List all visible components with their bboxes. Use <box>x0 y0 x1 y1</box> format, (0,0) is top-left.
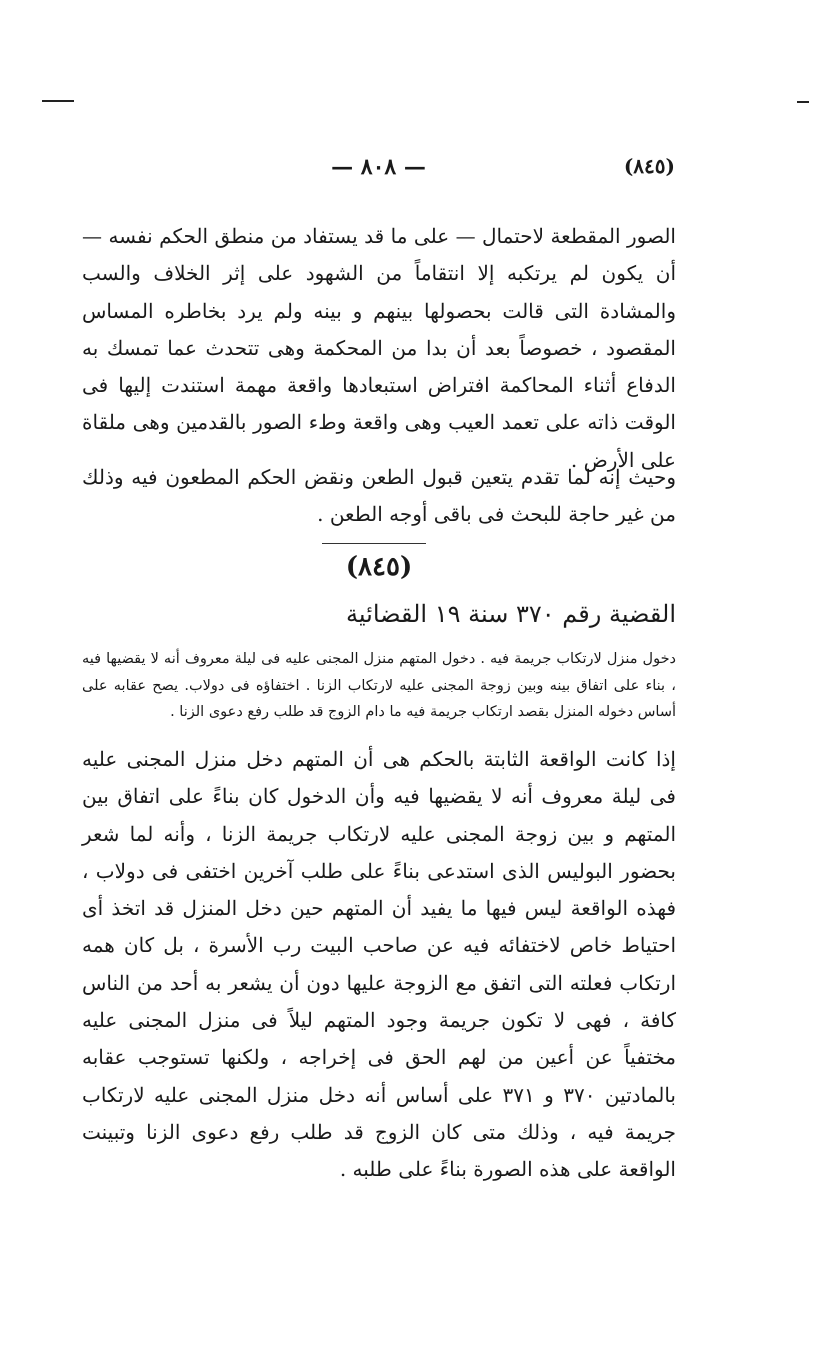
section-divider <box>322 543 426 544</box>
ruling-continuation-paragraph: الصور المقطعة لاحتمال — على ما قد يستفاد من منطق الحكم نفسه — أن يكون لم يرتكبه إلا انتقاماً من الشهود على إثر الخلاف والسب والمشادة التى قالت بحصولها بينهم و بينه ولم يرد بخاطره المساس المقصود ، خصوصاً بعد أن بدا من المحكمة وهى تتحدث عما تمسك به الدفاع أثناء المحاكمة افتراض استبعادها واقعة مهمة استندت إليها فى الوقت ذاته على تعمد العيب وهى واقعة وطء الصور بالقدمين وهى ملقاة على الأرض . <box>82 224 676 472</box>
right-edge-mark <box>797 101 809 103</box>
case-number: (٨٤٥) <box>345 552 413 582</box>
ruling-conclusion-paragraph: وحيث إنه لما تقدم يتعين قبول الطعن ونقض الحكم المطعون فيه وذلك من غير حاجة للبحث فى باقى أوجه الطعن . <box>82 465 676 527</box>
running-head: (٨٤٥) <box>623 154 675 178</box>
left-edge-mark <box>42 100 74 102</box>
case-title: القضية رقم ٣٧٠ سنة ١٩ القضائية <box>346 600 676 628</box>
case-summary: دخول منزل لارتكاب جريمة فيه . دخول المتهم منزل المجنى عليه فى ليلة معروف أنه لا يقضيها فيه ، بناء على اتفاق بينه وبين زوجة المجنى عليه لارتكاب الزنا . اختفاؤه فى دولاب. يصح عقابه على أساس دخوله المنزل بقصد ارتكاب جريمة فيه ما دام الزوج قد طلب رفع دعوى الزنا . <box>82 651 676 720</box>
page-number: — ٨٠٨ — <box>331 154 426 180</box>
case-body-paragraph: إذا كانت الواقعة الثابتة بالحكم هى أن المتهم دخل منزل المجنى عليه فى ليلة معروف أنه لا يقضيها فيه وأن الدخول كان بناءً على اتفاق بين المتهم و بين زوجة المجنى عليه لارتكاب جريمة الزنا ، وأنه لما شعر بحضور البوليس الذى استدعى بناءً على طلب آخرين اختفى فى دولاب ، فهذه الواقعة ليس فيها ما يفيد أن المتهم حين دخل المنزل قد اتخذ أى احتياط خاص لاختفائه فيه عن صاحب البيت رب الأسرة ، بل كان همه ارتكاب فعلته التى اتفق مع الزوجة عليها دون أن يشعر به أحد من الناس كافة ، فهى لا تكون جريمة وجود المتهم ليلاً فى منزل المجنى عليه مختفياً عن أعين من لهم الحق فى إخراجه ، ولكنها تستوجب عقابه بالمادتين ٣٧٠ و ٣٧١ على أساس أنه دخل منزل المجنى عليه لارتكاب جريمة فيه ، وذلك متى كان الزوج قد طلب رفع دعوى الزنا وتبينت الواقعة على هذه الصورة بناءً على طلبه . <box>82 747 676 1182</box>
page-header <box>82 150 675 186</box>
